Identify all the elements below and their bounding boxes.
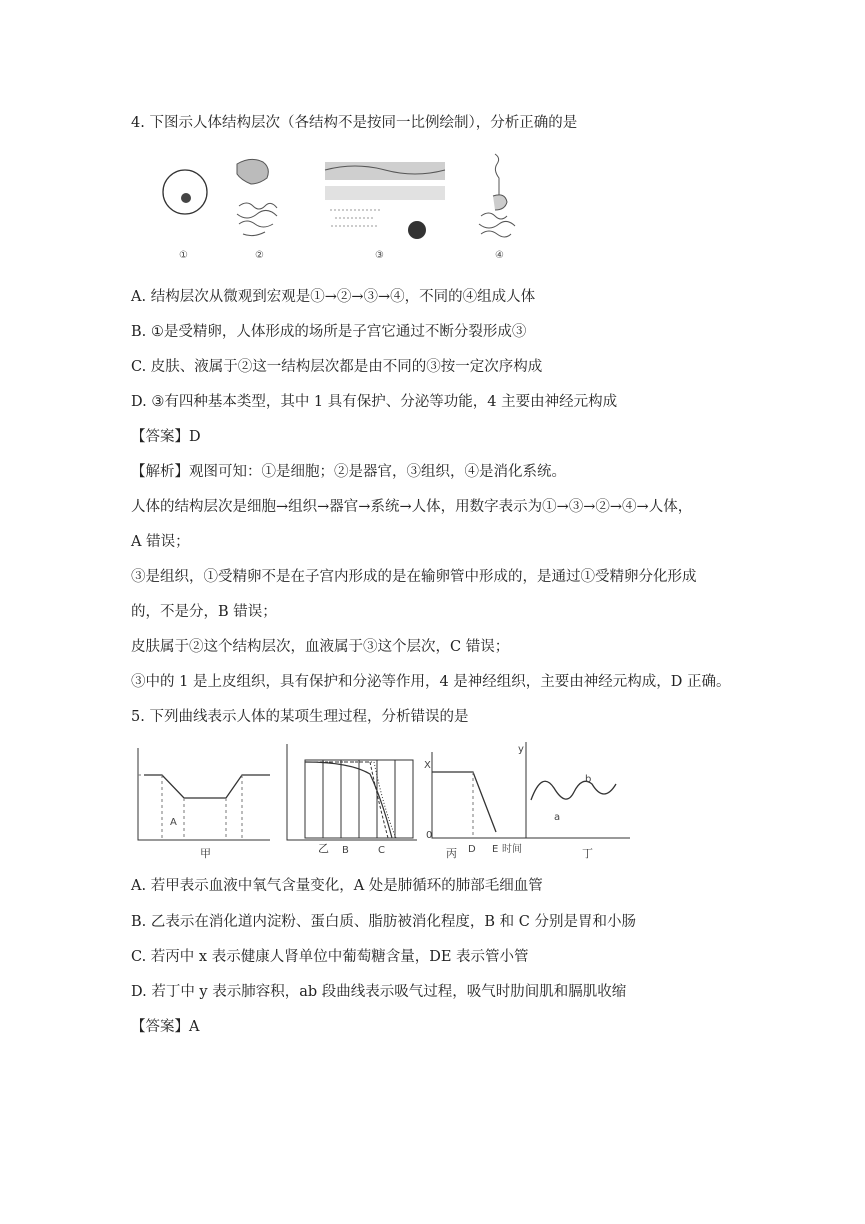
jia-caption: 甲 xyxy=(200,847,211,860)
ding-label-a: a xyxy=(554,812,561,823)
bing-label-origin: 0 xyxy=(426,830,433,841)
chart-ding xyxy=(526,742,630,838)
chart-yi xyxy=(287,744,417,840)
q5-option-c: C. 若丙中 x 表示健康人肾单位中葡萄糖含量，DE 表示管小管 xyxy=(131,949,529,965)
q5-option-d: D. 若丁中 y 表示肺容积，ab 段曲线表示吸气过程，吸气时肋间肌和膈肌收缩 xyxy=(131,984,627,1000)
jia-label-a: A xyxy=(170,817,177,828)
q4-option-d: D. ③有四种基本类型，其中 1 具有保护、分泌等功能，4 主要由神经元构成 xyxy=(131,394,618,410)
figure-label-3: ③ xyxy=(375,250,384,261)
q4-option-c: C. 皮肤、液属于②这一结构层次都是由不同的③按一定次序构成 xyxy=(131,359,543,375)
q4-option-b: B. ①是受精卵，人体形成的场所是子宫它通过不断分裂形成③ xyxy=(131,324,527,340)
chart-bing xyxy=(432,752,530,838)
yi-label-c: C xyxy=(378,845,385,856)
bing-label-time: 时间 xyxy=(502,844,522,855)
q4-analysis-5: 的，不是分，B 错误； xyxy=(131,604,277,620)
system-image xyxy=(479,154,515,237)
q5-answer: 【答案】A xyxy=(131,1019,200,1035)
chart-jia xyxy=(138,748,270,840)
bing-label-e: E xyxy=(492,844,499,855)
q4-analysis-6: 皮肤属于②这个结构层次，血液属于③这个层次，C 错误； xyxy=(131,639,510,655)
figure-label-2: ② xyxy=(255,250,264,261)
cell-image xyxy=(163,170,207,214)
tissue-image xyxy=(325,162,445,239)
q4-analysis-4: ③是组织，①受精卵不是在子宫内形成的是在输卵管中形成的，是通过①受精卵分化形成 xyxy=(131,569,697,585)
q4-analysis-3: A 错误； xyxy=(131,534,190,550)
yi-caption: 乙 xyxy=(318,842,329,855)
q4-structure-figure xyxy=(155,150,525,270)
figure-label-4: ④ xyxy=(495,250,504,261)
bing-label-d: D xyxy=(468,844,476,855)
figure-label-1: ① xyxy=(179,250,188,261)
ding-label-b: b xyxy=(585,774,592,785)
bing-label-x: X xyxy=(424,760,431,771)
ding-caption: 丁 xyxy=(582,847,593,860)
organ-image xyxy=(237,159,277,235)
yi-label-b: B xyxy=(342,845,349,856)
q4-answer: 【答案】D xyxy=(131,429,201,445)
q5-curves-figure xyxy=(130,740,635,860)
q5-option-b: B. 乙表示在消化道内淀粉、蛋白质、脂肪被消化程度，B 和 C 分别是胃和小肠 xyxy=(131,914,636,930)
q5-option-a: A. 若甲表示血液中氧气含量变化，A 处是肺循环的肺部毛细血管 xyxy=(131,878,543,894)
q4-analysis-1: 【解析】观图可知：①是细胞；②是器官，③组织，④是消化系统。 xyxy=(131,464,566,480)
q4-stem: 4. 下图示人体结构层次（各结构不是按同一比例绘制），分析正确的是 xyxy=(131,115,578,131)
q5-stem: 5. 下列曲线表示人体的某项生理过程，分析错误的是 xyxy=(131,709,469,725)
bing-caption: 丙 xyxy=(446,847,457,860)
q4-option-a: A. 结构层次从微观到宏观是①→②→③→④，不同的④组成人体 xyxy=(131,289,536,305)
q4-analysis-2: 人体的结构层次是细胞→组织→器官→系统→人体，用数字表示为①→③→②→④→人体， xyxy=(131,499,693,515)
ding-label-y: y xyxy=(518,744,524,755)
q4-analysis-7: ③中的 1 是上皮组织，具有保护和分泌等作用，4 是神经组织，主要由神经元构成，D 正确。 xyxy=(131,674,731,690)
